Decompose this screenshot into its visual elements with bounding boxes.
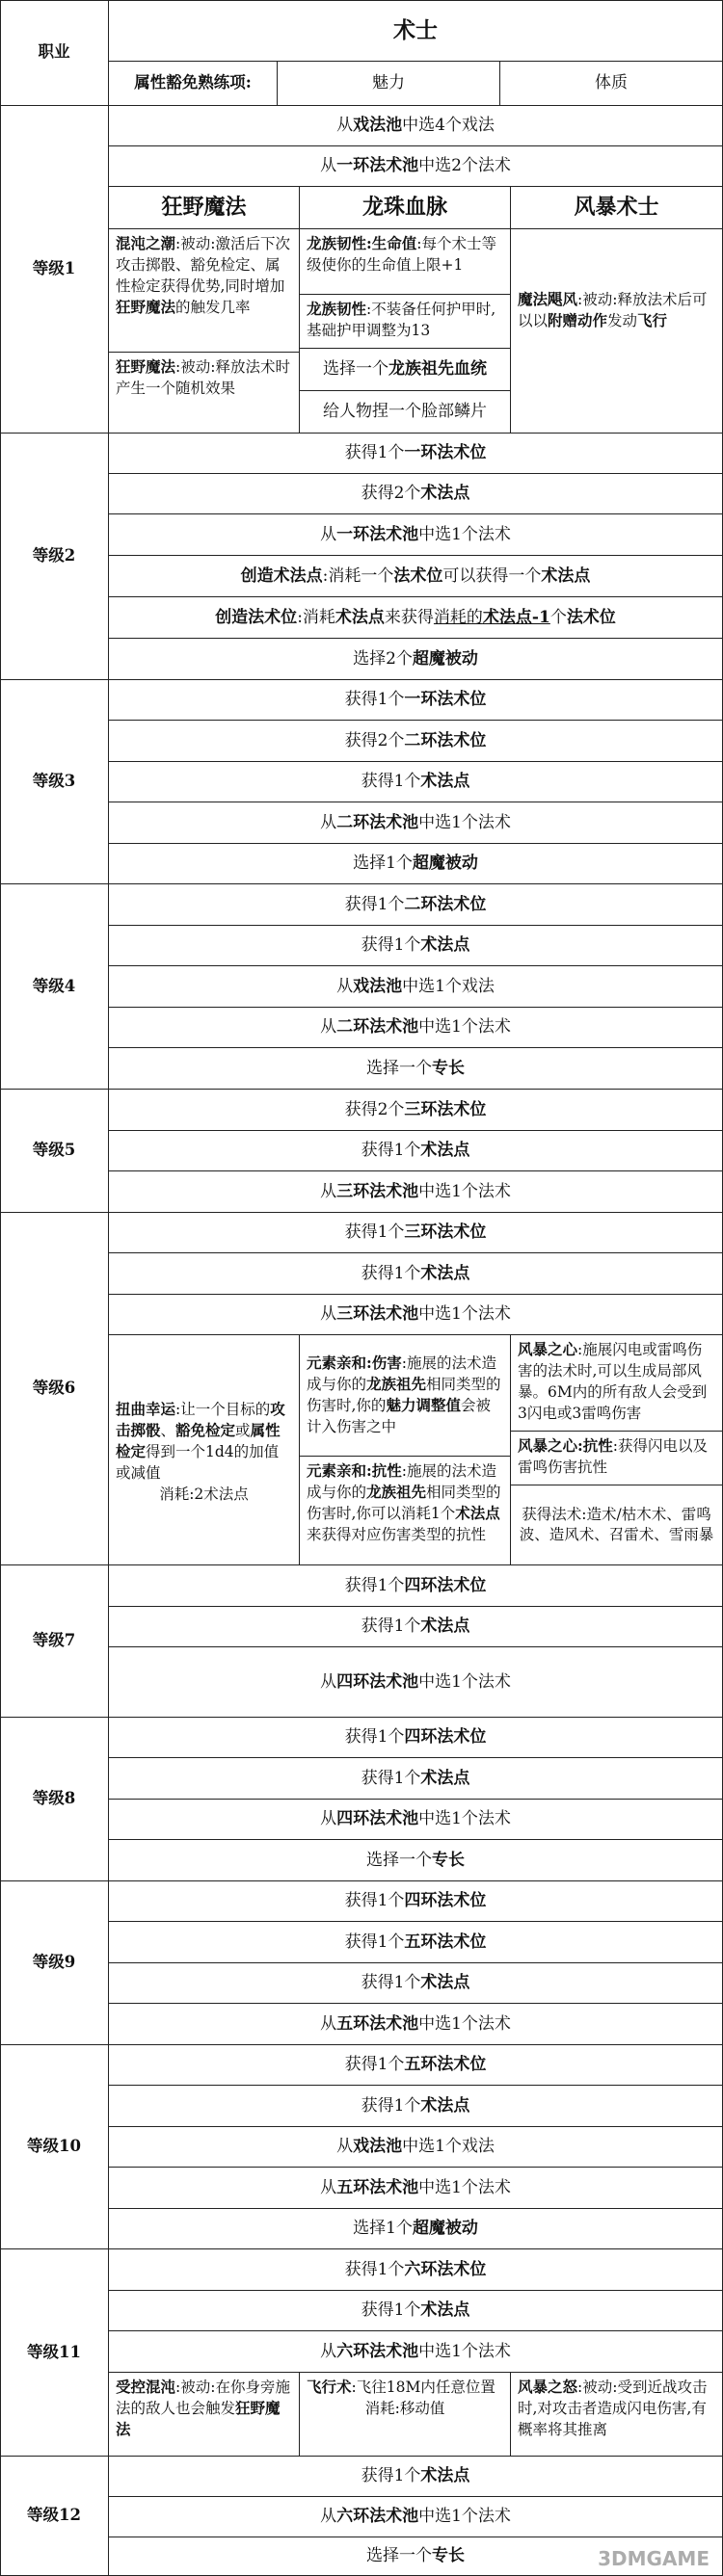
- elemental-affinity-resistance: 元素亲和:抗性:施展的法术造成与你的龙族祖先相同类型的伤害时,你可以消耗1个术法点来获得对应伤害类型的抗性: [300, 1457, 511, 1565]
- level2-slot: 获得1个 一环法术位: [109, 434, 723, 474]
- level12-points: 获得1个 术法点: [109, 2457, 723, 2497]
- level1-cantrips: 从 戏法池 中选4个戏法: [109, 106, 723, 146]
- level12-spell: 从 六环法术池 中选1个法术: [109, 2497, 723, 2537]
- level8-points: 获得1个 术法点: [109, 1758, 723, 1800]
- subclass-wild-magic: 狂野魔法: [109, 187, 300, 229]
- level3-slot2: 获得2个 二环法术位: [109, 721, 723, 762]
- saving-throw-charisma: 魅力: [278, 62, 500, 106]
- site-watermark: 3DMGAME: [598, 2547, 710, 2570]
- draconic-resilience-ac: 龙族韧性:不装备任何护甲时,基础护甲调整为13: [300, 295, 511, 349]
- level10-spell: 从 五环法术池 中选1个法术: [109, 2168, 723, 2209]
- level-label: 等级10: [0, 2045, 109, 2249]
- level-label: 等级3: [0, 680, 109, 884]
- level6-slot: 获得1个 三环法术位: [109, 1213, 723, 1253]
- subclass-draconic: 龙珠血脉: [300, 187, 511, 229]
- elemental-affinity-damage: 元素亲和:伤害:施展的法术造成与你的龙族祖先相同类型的伤害时,你的魅力调整值会被计入伤害之中: [300, 1335, 511, 1457]
- level4-feat: 选择一个 专长: [109, 1048, 723, 1090]
- level-label: 等级8: [0, 1718, 109, 1881]
- level2-spell: 从 一环法术池 中选1个法术: [109, 514, 723, 556]
- heart-of-the-storm-resistance: 风暴之心:抗性:获得闪电以及雷鸣伤害抗性: [511, 1432, 723, 1485]
- level5-points: 获得1个 术法点: [109, 1131, 723, 1171]
- level4-slot: 获得1个 二环法术位: [109, 884, 723, 926]
- storms-fury: 风暴之怒:被动:受到近战攻击时,对攻击者造成闪电伤害,有概率将其推离: [511, 2373, 723, 2457]
- level9-spell: 从 五环法术池 中选1个法术: [109, 2004, 723, 2045]
- wild-magic-surge: 狂野魔法:被动:释放法术时产生一个随机效果: [109, 353, 300, 434]
- level2-metamagic: 选择2个 超魔被动: [109, 639, 723, 680]
- level-label: 等级11: [0, 2249, 109, 2457]
- create-sorcery-points: 创造术法点 :消耗一个 法术位 可以获得一个 术法点: [109, 556, 723, 597]
- level-label: 等级4: [0, 884, 109, 1090]
- level10-cantrip: 从 戏法池 中选1个戏法: [109, 2127, 723, 2168]
- create-spell-slot: 创造法术位 :消耗 术法点 来获得 消耗的 术法点-1 个 法术位: [109, 597, 723, 639]
- tides-of-chaos: 混沌之潮:被动:激活后下次攻击掷骰、豁免检定、属性检定获得优势,同时增加狂野魔法的触发几率: [109, 229, 300, 353]
- saving-throw-constitution: 体质: [500, 62, 723, 106]
- level7-points: 获得1个 术法点: [109, 1607, 723, 1647]
- level6-points: 获得1个 术法点: [109, 1253, 723, 1295]
- draconic-resilience-hp: 龙族韧性:生命值:每个术士等级使你的生命值上限+1: [300, 229, 511, 295]
- dragon-wings-fly: 飞行术:飞往18M内任意位置 消耗:移动值: [300, 2373, 511, 2457]
- level3-points: 获得1个 术法点: [109, 762, 723, 802]
- storm-granted-spells: 获得法术:造术/枯木术、雷鸣波、造风术、召雷术、雪雨暴: [511, 1485, 723, 1565]
- level1-spells: 从 一环法术池 中选2个法术: [109, 146, 723, 187]
- class-column-label: 职业: [0, 0, 109, 106]
- tempestuous-magic: 魔法飓风:被动:释放法术后可以以附赠动作发动飞行: [511, 229, 723, 434]
- choose-draconic-ancestry: 选择一个 龙族祖先血统: [300, 349, 511, 391]
- level12-feat: 选择一个 专长: [109, 2537, 723, 2576]
- level8-feat: 选择一个 专长: [109, 1840, 723, 1881]
- level-label: 等级6: [0, 1213, 109, 1565]
- level11-slot: 获得1个 六环法术位: [109, 2249, 723, 2291]
- level9-slot5: 获得1个 五环法术位: [109, 1922, 723, 1963]
- level-label: 等级9: [0, 1881, 109, 2045]
- level11-spell: 从 六环法术池 中选1个法术: [109, 2331, 723, 2373]
- saving-throw-label: 属性豁免熟练项:: [109, 62, 278, 106]
- level10-points: 获得1个 术法点: [109, 2086, 723, 2127]
- level7-spell: 从 四环法术池 中选1个法术: [109, 1647, 723, 1718]
- level9-slot4: 获得1个 四环法术位: [109, 1881, 723, 1922]
- level6-spell: 从 三环法术池 中选1个法术: [109, 1295, 723, 1335]
- level-label: 等级12: [0, 2457, 109, 2576]
- level9-points: 获得1个 术法点: [109, 1963, 723, 2004]
- level7-slot: 获得1个 四环法术位: [109, 1565, 723, 1607]
- level5-slot: 获得2个 三环法术位: [109, 1090, 723, 1131]
- bend-luck: 扭曲幸运:让一个目标的攻击掷骰、豁免检定或属性检定得到一个1d4的加值或减值 消耗:2术法点: [109, 1335, 300, 1565]
- level5-spell: 从 三环法术池 中选1个法术: [109, 1171, 723, 1213]
- level10-metamagic: 选择1个 超魔被动: [109, 2209, 723, 2249]
- subclass-storm: 风暴术士: [511, 187, 723, 229]
- level3-spell: 从 二环法术池 中选1个法术: [109, 802, 723, 844]
- level-label: 等级2: [0, 434, 109, 680]
- level11-points: 获得1个 术法点: [109, 2291, 723, 2331]
- level8-spell: 从 四环法术池 中选1个法术: [109, 1800, 723, 1840]
- level-label: 等级7: [0, 1565, 109, 1718]
- heart-of-the-storm: 风暴之心:施展闪电或雷鸣伤害的法术时,可以生成局部风暴。6M内的所有敌人会受到3闪电或3雷鸣伤害: [511, 1335, 723, 1432]
- level-label: 等级1: [0, 106, 109, 434]
- level4-cantrip: 从 戏法池 中选1个戏法: [109, 966, 723, 1008]
- class-name: 术士: [109, 0, 723, 62]
- level8-slot: 获得1个 四环法术位: [109, 1718, 723, 1758]
- level-label: 等级5: [0, 1090, 109, 1213]
- level3-metamagic: 选择1个 超魔被动: [109, 844, 723, 884]
- level10-slot: 获得1个 五环法术位: [109, 2045, 723, 2086]
- controlled-chaos: 受控混沌:被动:在你身旁施法的敌人也会触发狂野魔法: [109, 2373, 300, 2457]
- level3-slot1: 获得1个 一环法术位: [109, 680, 723, 721]
- level4-spell: 从 二环法术池 中选1个法术: [109, 1008, 723, 1048]
- level4-points: 获得1个 术法点: [109, 926, 723, 966]
- dragon-scales-note: 给人物捏一个脸部鳞片: [300, 391, 511, 434]
- level2-points: 获得2个 术法点: [109, 474, 723, 514]
